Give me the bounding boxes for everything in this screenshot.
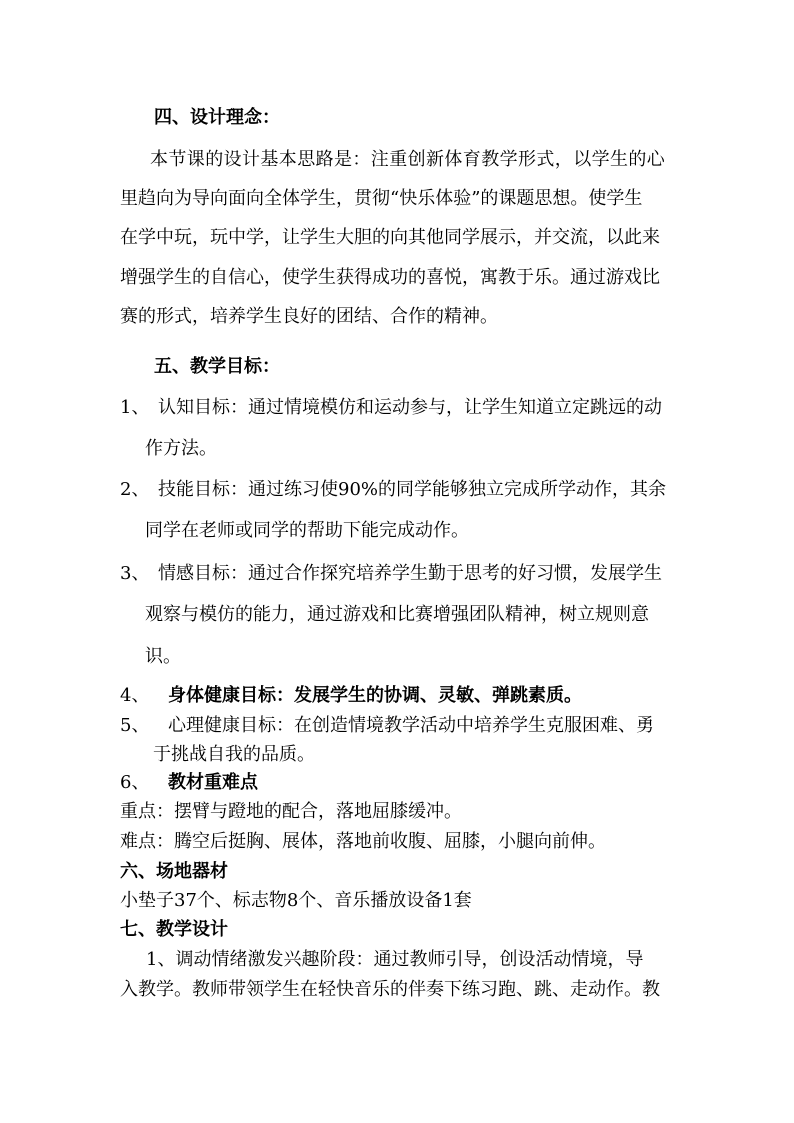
objective-1-line-2: 作方法。 [145, 438, 217, 459]
objective-2-line-1: 技能目标：通过练习使90%的同学能够独立完成所学动作，其余 [158, 479, 667, 500]
objective-5-line-2: 于挑战自我的品质。 [153, 744, 315, 765]
objective-6-line-1: 教材重难点 [168, 772, 258, 793]
objective-2-line-2: 同学在老师或同学的帮助下能完成动作。 [145, 520, 469, 541]
key-point: 重点：摆臂与蹬地的配合，落地屈膝缓冲。 [120, 801, 462, 822]
objective-3-line-2: 观察与模仿的能力，通过游戏和比赛增强团队精神，树立规则意 [145, 604, 649, 625]
section5-heading: 五、教学目标： [154, 356, 280, 377]
section4-line-3: 在学中玩，玩中学，让学生大胆的向其他同学展示，并交流，以此来 [120, 227, 660, 248]
objective-4-number: 4、 [120, 685, 150, 706]
section4-line-1: 本节课的设计基本思路是：注重创新体育教学形式，以学生的心 [150, 149, 666, 170]
objective-4-line-1: 身体健康目标：发展学生的协调、灵敏、弹跳素质。 [168, 685, 582, 706]
objective-5-line-1: 心理健康目标：在创造情境教学活动中培养学生克服困难、勇 [168, 715, 654, 736]
section4-line-5: 赛的形式，培养学生良好的团结、合作的精神。 [120, 306, 498, 327]
section4-line-2: 里趋向为导向面向全体学生，贯彻“快乐体验”的课题思想。使学生 [120, 188, 643, 209]
objective-3-line-3: 识。 [145, 646, 181, 667]
section7-line-2: 入教学。教师带领学生在轻快音乐的伴奏下练习跑、跳、走动作。教 [120, 979, 660, 1000]
objective-2-number: 2、 [120, 479, 150, 500]
section7-line-1: 1、调动情绪激发兴趣阶段：通过教师引导，创设活动情境，导 [146, 949, 644, 970]
section4-heading: 四、设计理念： [154, 107, 280, 128]
objective-1-line-1: 认知目标：通过情境模仿和运动参与，让学生知道立定跳远的动 [158, 397, 662, 418]
objective-6-number: 6、 [120, 772, 150, 793]
objective-5-number: 5、 [120, 715, 150, 736]
difficult-point: 难点：腾空后挺胸、展体，落地前收腹、屈膝，小腿向前伸。 [120, 831, 606, 852]
objective-1-number: 1、 [120, 397, 150, 418]
objective-3-line-1: 情感目标：通过合作探究培养学生勤于思考的好习惯，发展学生 [158, 563, 662, 584]
section7-heading: 七、教学设计 [120, 919, 228, 940]
section6-heading: 六、场地器材 [120, 861, 228, 882]
section4-line-4: 增强学生的自信心，使学生获得成功的喜悦，寓教于乐。通过游戏比 [120, 267, 660, 288]
section6-text: 小垫子37个、标志物8个、音乐播放设备1套 [120, 890, 472, 911]
objective-3-number: 3、 [120, 563, 150, 584]
